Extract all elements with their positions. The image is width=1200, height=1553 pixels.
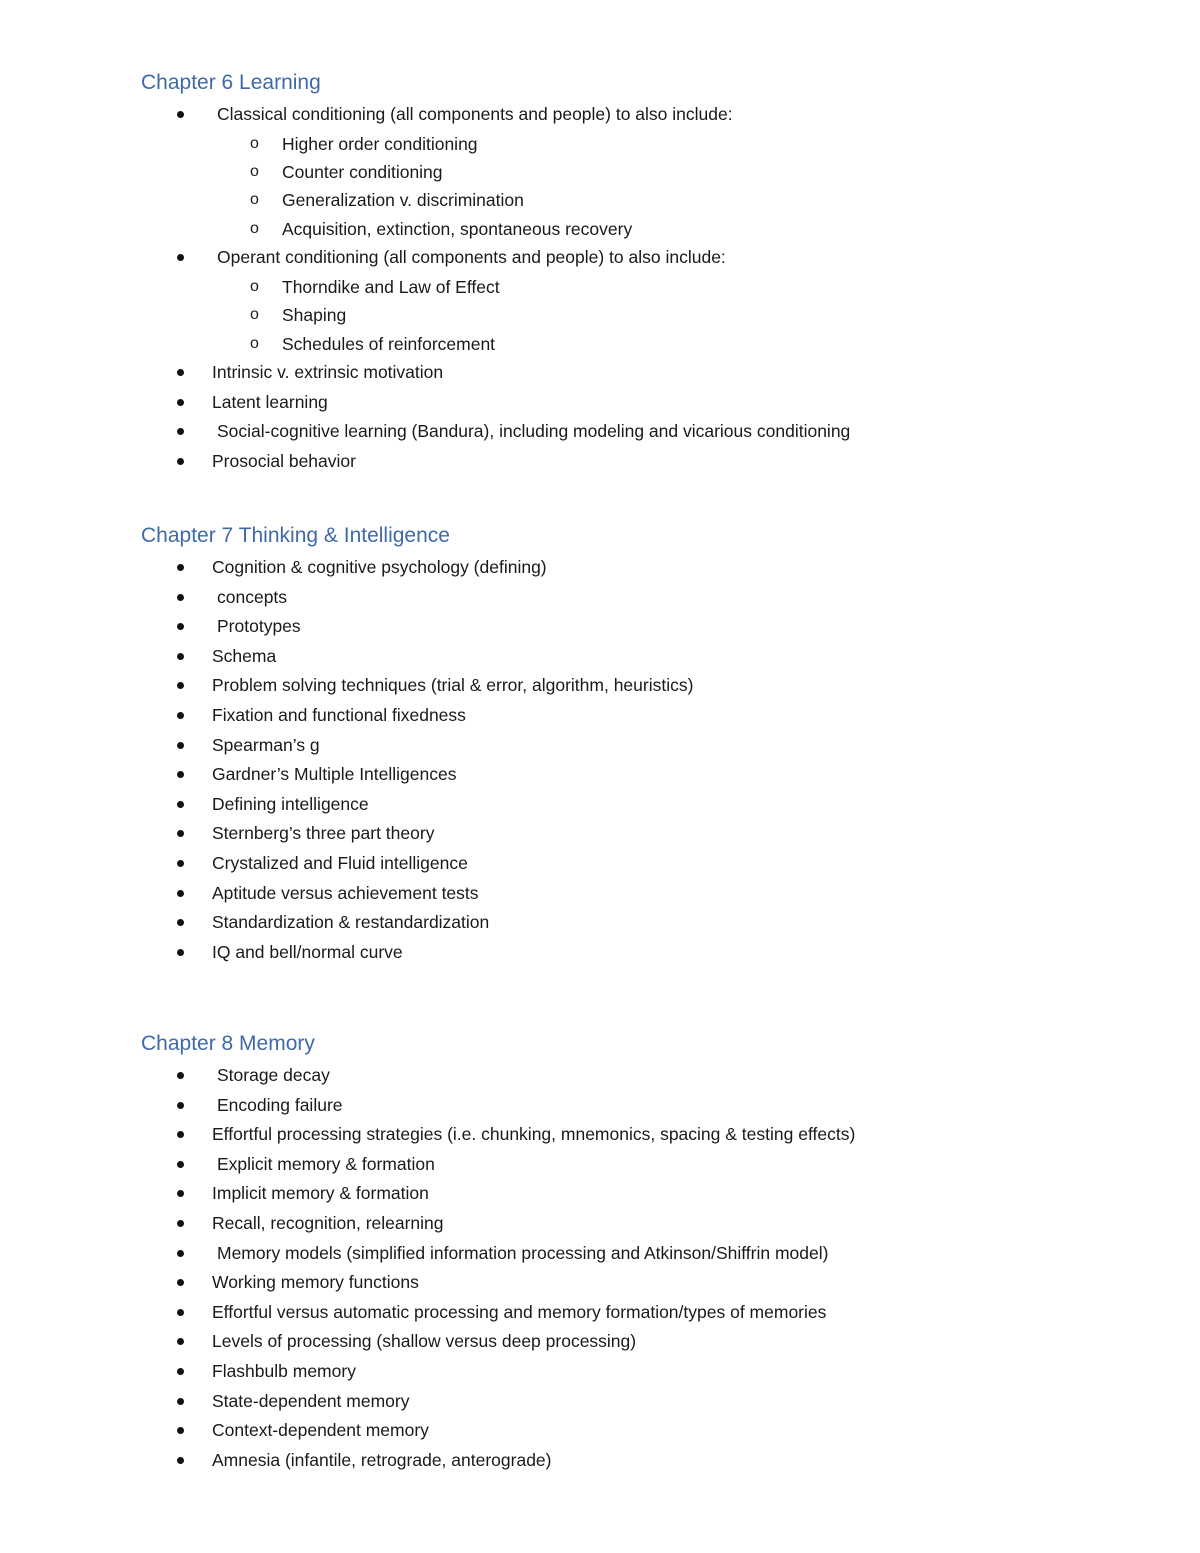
list-item (141, 1091, 1121, 1121)
list-item (141, 447, 1121, 477)
list-item (141, 908, 1121, 938)
topic-list (141, 553, 1121, 967)
list-item-text: Fixation and functional fixedness (212, 704, 466, 725)
bullet-dot-icon (177, 1072, 184, 1079)
chapter-7-section (141, 521, 1121, 967)
list-item (141, 760, 1121, 790)
list-item-text: Defining intelligence (212, 793, 369, 814)
hollow-bullet-icon: o (250, 306, 259, 324)
bullet-dot-icon (177, 949, 184, 956)
bullet-dot-icon (177, 1190, 184, 1197)
sub-list-item (141, 215, 1121, 243)
bullet-dot-icon (177, 1250, 184, 1257)
list-item (141, 938, 1121, 968)
list-item (141, 358, 1121, 388)
bullet-dot-icon (177, 111, 184, 118)
bullet-dot-icon (177, 399, 184, 406)
list-item-text: Effortful processing strategies (i.e. chunking, mnemonics, spacing & testing effects) (212, 1124, 856, 1145)
sub-list-item (141, 301, 1121, 329)
list-item-text: Intrinsic v. extrinsic motivation (212, 361, 444, 382)
list-item (141, 100, 1121, 130)
list-item (141, 1446, 1121, 1476)
bullet-dot-icon (177, 369, 184, 376)
hollow-bullet-icon: o (250, 191, 259, 209)
list-item (141, 1298, 1121, 1328)
list-item-text: Social-cognitive learning (Bandura), including modeling and vicarious conditioning (217, 421, 851, 442)
bullet-dot-icon (177, 860, 184, 867)
hollow-bullet-icon: o (250, 134, 259, 152)
list-item-text: IQ and bell/normal curve (212, 941, 403, 962)
list-item (141, 243, 1121, 273)
hollow-bullet-icon: o (250, 334, 259, 352)
chapter-heading: Chapter 7 Thinking & Intelligence (141, 524, 450, 547)
list-item (141, 1061, 1121, 1091)
bullet-dot-icon (177, 1427, 184, 1434)
list-item (141, 1209, 1121, 1239)
bullet-dot-icon (177, 830, 184, 837)
list-item (141, 1268, 1121, 1298)
sub-item-text: Generalization v. discrimination (282, 190, 524, 211)
list-item-text: Gardner’s Multiple Intelligences (212, 764, 457, 785)
sub-list-item (141, 330, 1121, 358)
bullet-dot-icon (177, 1161, 184, 1168)
sub-list-item (141, 186, 1121, 214)
bullet-dot-icon (177, 682, 184, 689)
list-item-text: Sternberg’s three part theory (212, 823, 435, 844)
list-item-text: Aptitude versus achievement tests (212, 882, 479, 903)
list-item-text: Crystalized and Fluid intelligence (212, 852, 468, 873)
list-item (141, 1239, 1121, 1269)
list-item (141, 612, 1121, 642)
hollow-bullet-icon: o (250, 277, 259, 295)
list-item-text: Encoding failure (217, 1094, 343, 1115)
list-item-text: Latent learning (212, 391, 328, 412)
hollow-bullet-icon: o (250, 219, 259, 237)
list-item (141, 417, 1121, 447)
list-item-text: Spearman’s g (212, 734, 320, 755)
sub-list-item (141, 273, 1121, 301)
list-item-text: Cognition & cognitive psychology (defining) (212, 557, 547, 577)
bullet-dot-icon (177, 801, 184, 808)
list-item-text: Recall, recognition, relearning (212, 1212, 444, 1233)
list-item (141, 1387, 1121, 1417)
chapter-8-section (141, 1029, 1121, 1475)
list-item-text: Memory models (simplified information processing and Atkinson/Shiffrin model) (217, 1242, 829, 1263)
bullet-dot-icon (177, 742, 184, 749)
list-item-text: State-dependent memory (212, 1390, 410, 1411)
list-item (141, 849, 1121, 879)
list-item (141, 1416, 1121, 1446)
chapter-heading: Chapter 6 Learning (141, 71, 321, 94)
list-item (141, 1150, 1121, 1180)
list-item-text: Schema (212, 645, 277, 666)
list-item-text: Classical conditioning (all components and people) to also include: (217, 104, 733, 124)
sub-item-text: Counter conditioning (282, 161, 443, 182)
list-item-text: Amnesia (infantile, retrograde, anterograde) (212, 1449, 552, 1470)
sub-item-text: Schedules of reinforcement (282, 333, 496, 354)
list-item (141, 701, 1121, 731)
list-item-text: Context-dependent memory (212, 1420, 429, 1441)
bullet-dot-icon (177, 623, 184, 630)
bullet-dot-icon (177, 1338, 184, 1345)
sub-item-text: Acquisition, extinction, spontaneous recovery (282, 218, 633, 239)
list-item (141, 731, 1121, 761)
list-item-text: Implicit memory & formation (212, 1183, 429, 1204)
sub-list-item (141, 158, 1121, 186)
list-item-text: Explicit memory & formation (217, 1153, 435, 1174)
list-item-text: Prototypes (217, 616, 301, 637)
bullet-dot-icon (177, 1220, 184, 1227)
bullet-dot-icon (177, 564, 184, 571)
list-item (141, 790, 1121, 820)
list-item (141, 819, 1121, 849)
bullet-dot-icon (177, 1279, 184, 1286)
list-item (141, 1179, 1121, 1209)
list-item (141, 1357, 1121, 1387)
bullet-dot-icon (177, 1368, 184, 1375)
bullet-dot-icon (177, 1131, 184, 1138)
bullet-dot-icon (177, 458, 184, 465)
bullet-dot-icon (177, 771, 184, 778)
bullet-dot-icon (177, 919, 184, 926)
list-item (141, 879, 1121, 909)
sub-item-text: Shaping (282, 305, 347, 326)
bullet-dot-icon (177, 254, 184, 261)
list-item-text: Effortful versus automatic processing and memory formation/types of memories (212, 1301, 827, 1322)
list-item-text: Flashbulb memory (212, 1360, 356, 1381)
hollow-bullet-icon: o (250, 162, 259, 180)
list-item-text: Working memory functions (212, 1272, 419, 1293)
bullet-dot-icon (177, 594, 184, 601)
list-item (141, 1120, 1121, 1150)
list-item (141, 1327, 1121, 1357)
bullet-dot-icon (177, 890, 184, 897)
sub-item-text: Thorndike and Law of Effect (282, 276, 500, 297)
list-item (141, 642, 1121, 672)
chapter-6-section (141, 68, 1121, 476)
topic-list (141, 100, 1121, 476)
list-item-text: Prosocial behavior (212, 450, 356, 471)
list-item-text: Standardization & restandardization (212, 912, 490, 933)
list-item-text: Levels of processing (shallow versus deep processing) (212, 1331, 637, 1352)
list-item (141, 553, 1121, 583)
bullet-dot-icon (177, 1102, 184, 1109)
chapter-heading: Chapter 8 Memory (141, 1032, 315, 1055)
list-item (141, 583, 1121, 613)
bullet-dot-icon (177, 712, 184, 719)
bullet-dot-icon (177, 653, 184, 660)
bullet-dot-icon (177, 1398, 184, 1405)
sub-list-item (141, 130, 1121, 158)
bullet-dot-icon (177, 1309, 184, 1316)
topic-list (141, 1061, 1121, 1475)
bullet-dot-icon (177, 1457, 184, 1464)
list-item-text: Storage decay (217, 1065, 330, 1085)
list-item-text: concepts (217, 586, 288, 607)
list-item-text: Problem solving techniques (trial & error, algorithm, heuristics) (212, 675, 694, 696)
list-item-text: Operant conditioning (all components and people) to also include: (217, 247, 726, 268)
sub-item-text: Higher order conditioning (282, 133, 478, 154)
list-item (141, 671, 1121, 701)
list-item (141, 388, 1121, 418)
bullet-dot-icon (177, 428, 184, 435)
